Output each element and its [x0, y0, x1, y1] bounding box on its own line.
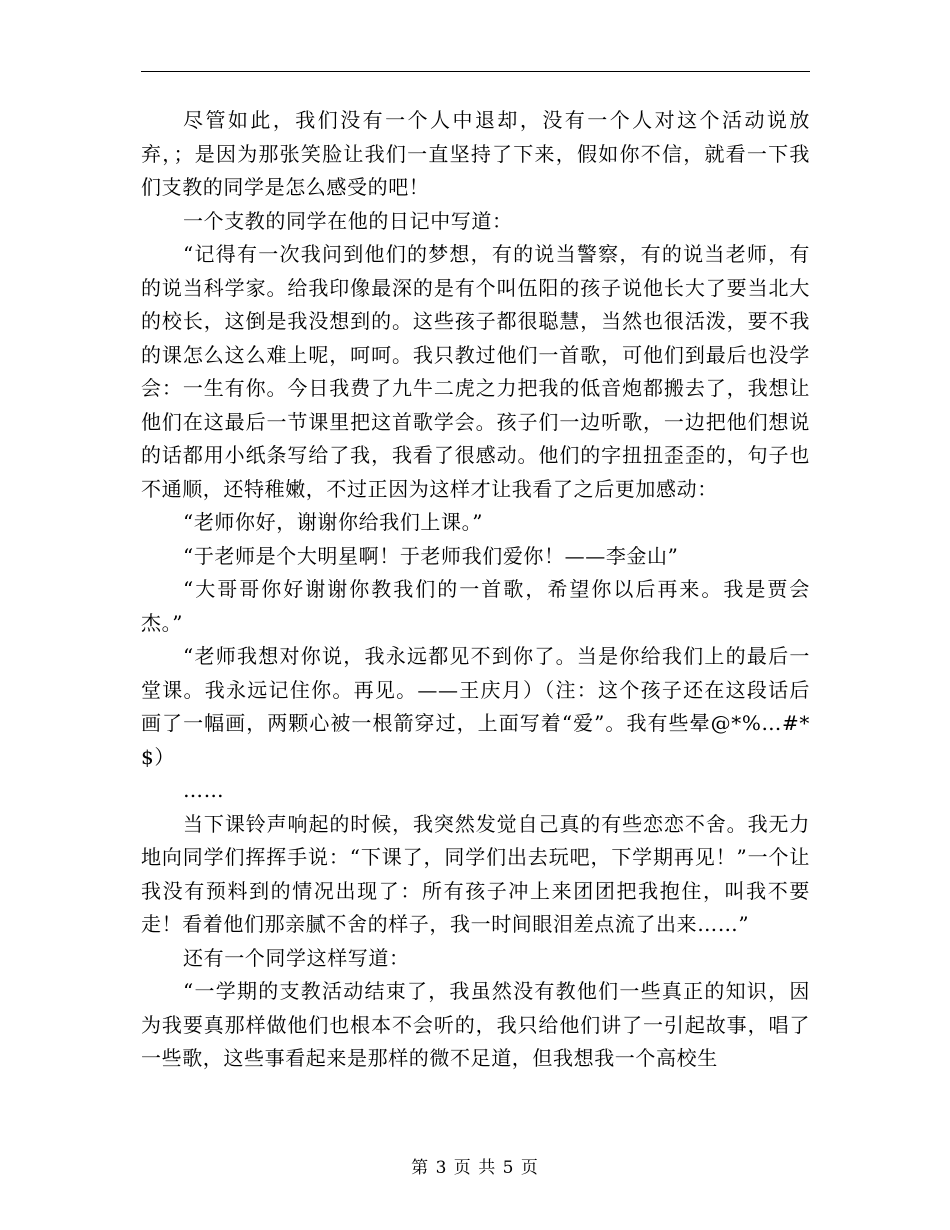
paragraph-another-student: 还有一个同学这样写道： [183, 945, 410, 970]
paragraph-diary-intro: 一个支教的同学在他的日记中写道： [183, 208, 513, 233]
quote-note-4: “老师我想对你说，我永远都见不到你了。当是你给我们上的最后一堂课。我永远记住你。再见。——王庆月）（注：这个孩子还在这段话后画了一幅画，两颗心被一根箭穿过，上面写着“爱”。我有些晕@*%…#*$） [141, 644, 810, 769]
paragraph-class-end: 当下课铃声响起的时候，我突然发觉自己真的有些恋恋不舍。我无力地向同学们挥挥手说：“下课了，同学们出去玩吧，下学期再见！”一个让我没有预料到的情况出现了：所有孩子冲上来团团把我抱住，叫我不要走！看着他们那亲腻不舍的样子，我一时间眼泪差点流了出来……” [141, 811, 810, 936]
header-rule [141, 71, 810, 72]
document-body [141, 104, 810, 1076]
ellipsis-line: …… [183, 778, 225, 802]
quote-note-2: “于老师是个大明星啊！于老师我们爱你！——李金山” [183, 543, 679, 568]
paragraph-semester-end: “一学期的支教活动结束了，我虽然没有教他们一些真正的知识，因为我要真那样做他们也根本不会听的，我只给他们讲了一引起故事，唱了一些歌，这些事看起来是那样的微不足道，但我想我一个高校生 [141, 979, 810, 1070]
paragraph-persistence: 尽管如此，我们没有一个人中退却，没有一个人对这个活动说放弃，；是因为那张笑脸让我们一直坚持了下来，假如你不信，就看一下我们支教的同学是怎么感受的吧！ [141, 108, 810, 199]
page-number-footer: 第 3 页 共 5 页 [411, 1158, 539, 1178]
paragraph-diary-entry: “记得有一次我问到他们的梦想，有的说当警察，有的说当老师，有的说当科学家。给我印像最深的是有个叫伍阳的孩子说他长大了要当北大的校长，这倒是我没想到的。这些孩子都很聪慧，当然也很活泼，要不我的课怎么这么难上呢，呵呵。我只教过他们一首歌，可他们到最后也没学会：一生有你。今日我费了九牛二虎之力把我的低音炮都搬去了，我想让他们在这最后一节课里把这首歌学会。孩子们一边听歌，一边把他们想说的话都用小纸条写给了我，我看了很感动。他们的字扭扭歪歪的，句子也不通顺，还特稚嫩，不过正因为这样才让我看了之后更加感动： [141, 242, 810, 501]
quote-note-1: “老师你好，谢谢你给我们上课。” [183, 510, 484, 534]
quote-note-3: “大哥哥你好谢谢你教我们的一首歌，希望你以后再来。我是贾会杰。” [141, 577, 810, 635]
